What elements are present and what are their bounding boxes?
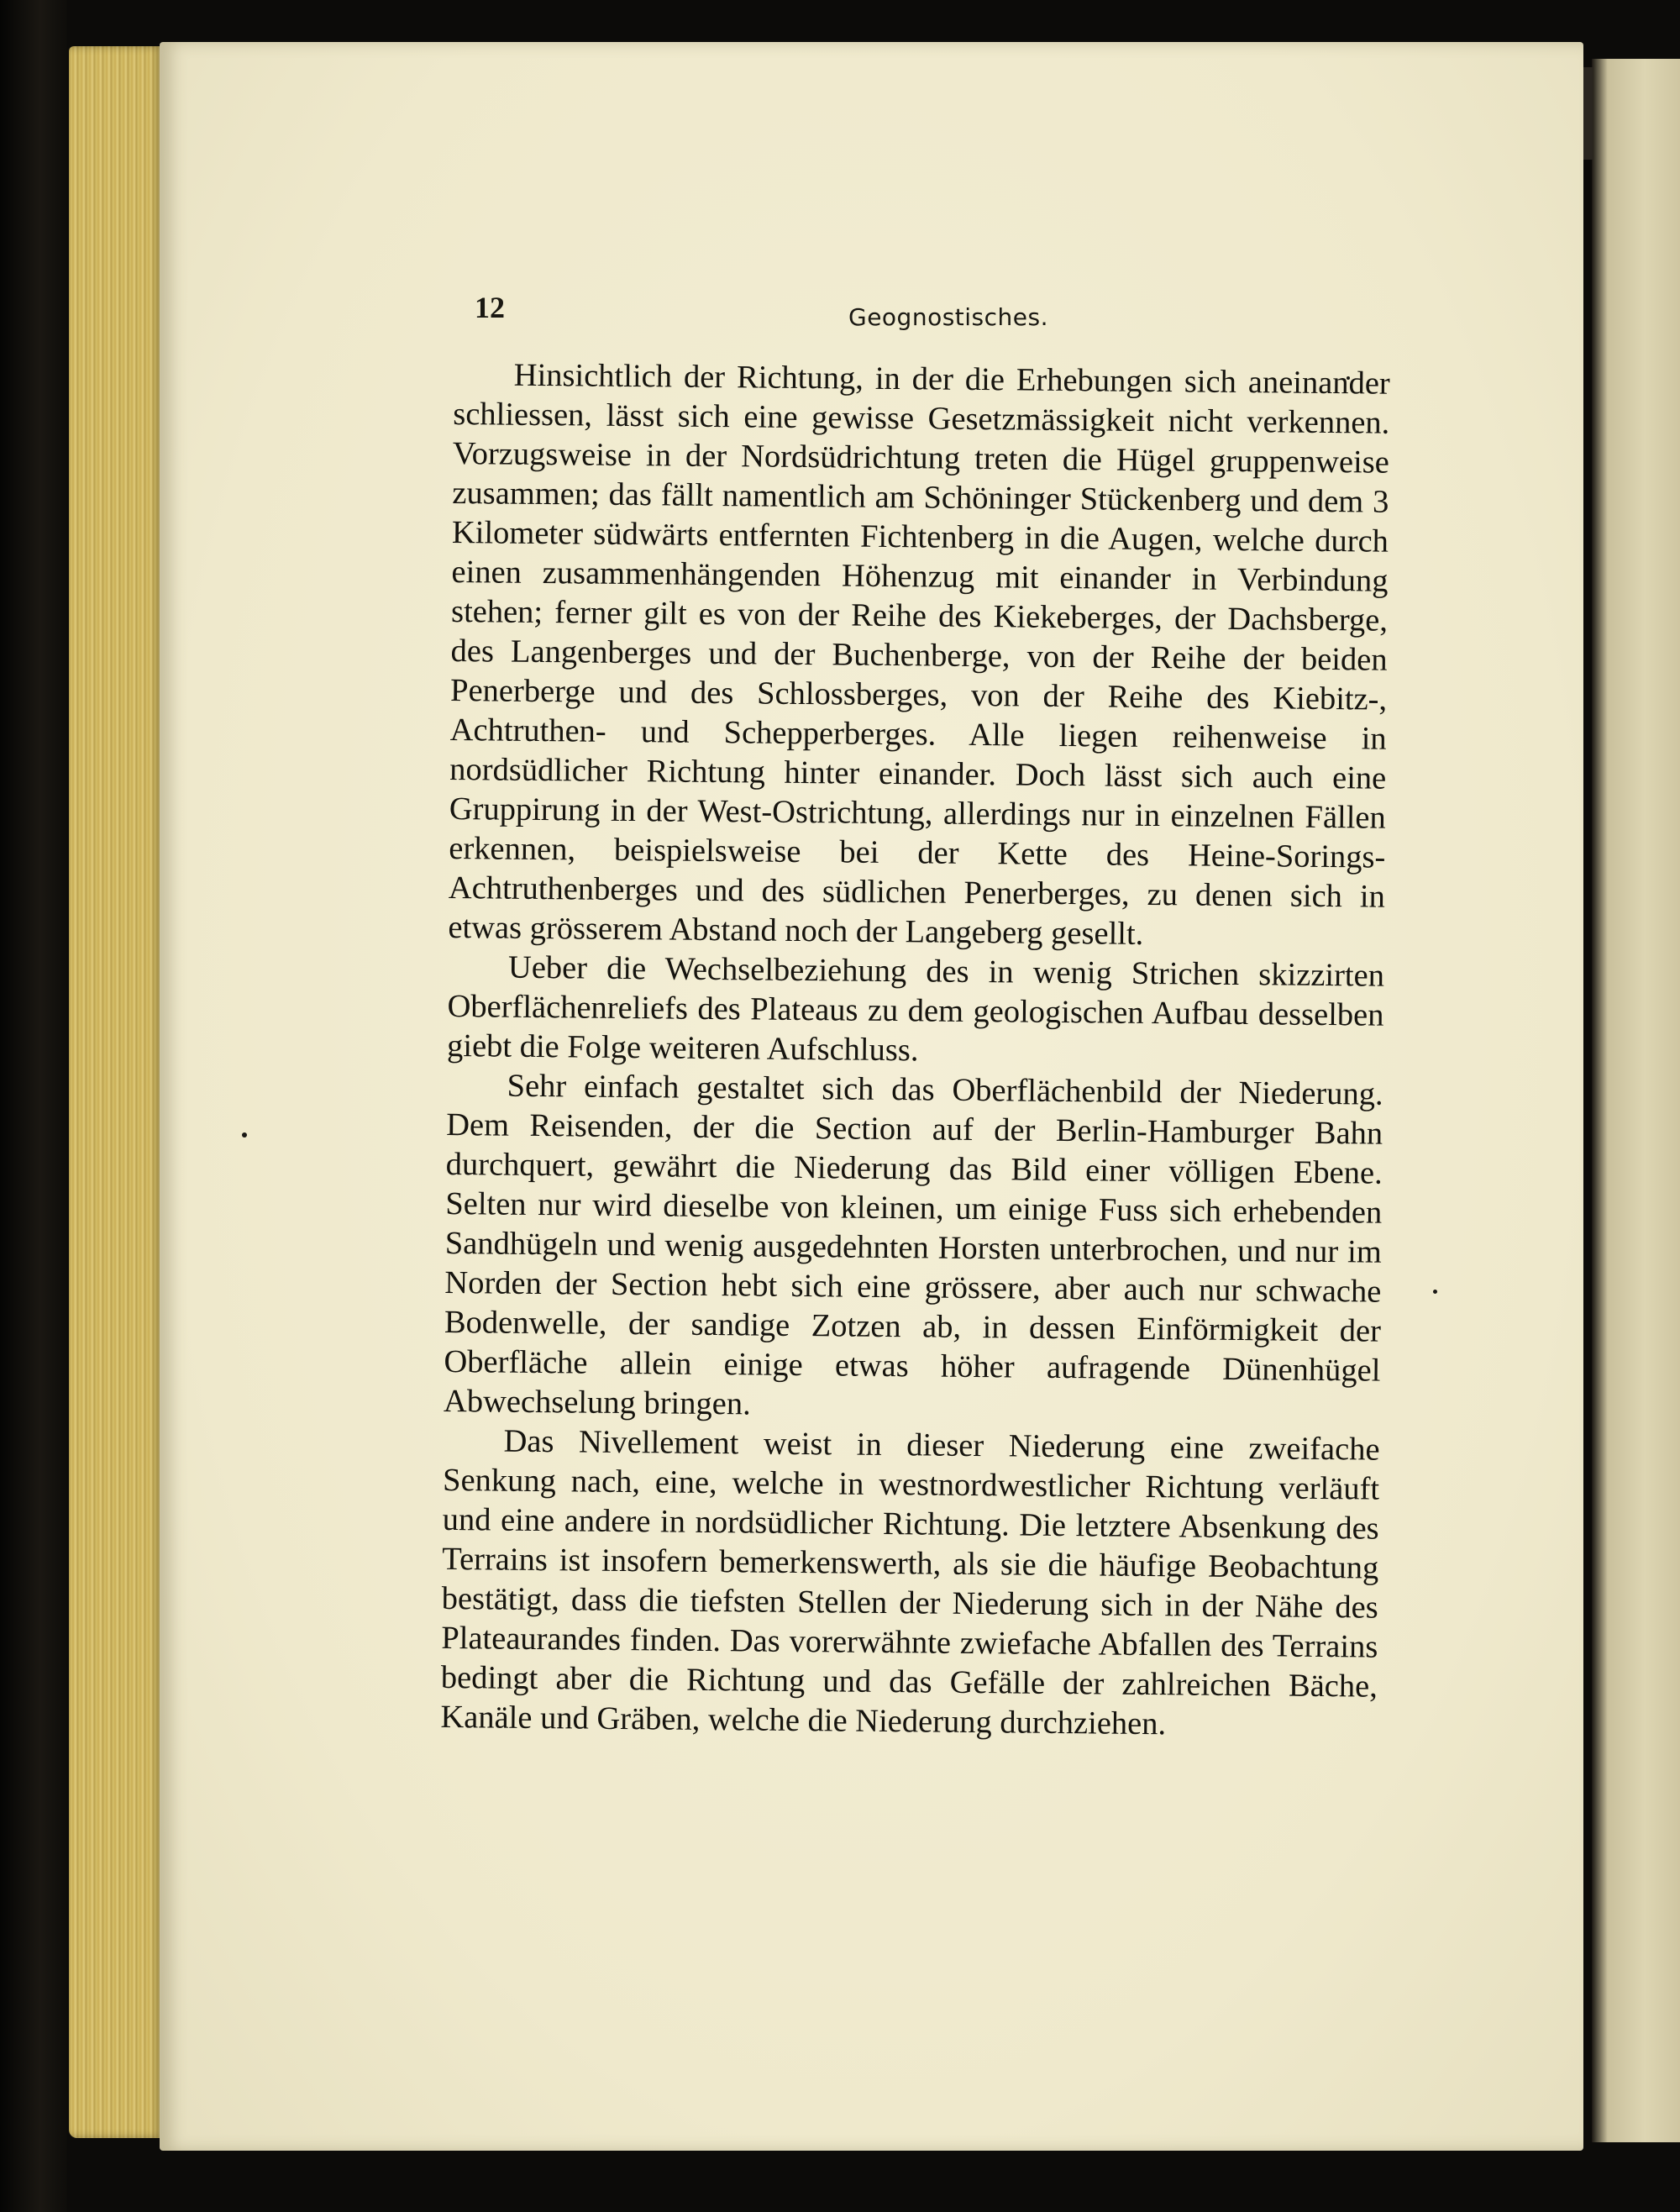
facing-page-edge [1592, 59, 1680, 2142]
page-header [475, 290, 1399, 340]
page-number: 12 [475, 291, 505, 324]
paragraph: Ueber die Wechselbeziehung des in wenig Strichen skizzirten Oberflächenreliefs des Plateaus zu dem geologischen Aufbau desselben giebt die Folge weiteren Aufschluss. [446, 949, 1385, 1069]
book-cover-spine [0, 0, 67, 2212]
page-edges [69, 46, 163, 2138]
paragraph: Sehr einfach gestaltet sich das Oberflächenbild der Niederung. Dem Reisenden, der die Section auf der Berlin-Hamburger Bahn durchquert, gewährt die Niederung das Bild einer völligen Ebene. Selten nur wird dieselbe von kleinen, um einige Fuss sich erhebenden Sandhügeln und wenig ausgedehnten Horsten unterbrochen, und nur im Norden der Section hebt sich eine grössere, aber auch nur schwache Bodenwelle, der sandige Zotzen ab, in dessen Einförmigkeit der Oberfläche allein einige etwas höher aufragende Dünenhügel Abwechselung bringen. [443, 1068, 1383, 1422]
dust-speck [1433, 1290, 1437, 1294]
running-title: Geognostisches. [848, 303, 1048, 331]
paragraph: Das Nivellement weist in dieser Niederung eine zweifache Senkung nach, eine, welche in westnordwestlicher Richtung verläuft und eine andere in nordsüdlicher Richtung. Die letztere Absenkung des Terrains ist insofern bemerkenswerth, als sie die häufige Beobachtung bestätigt, dass die tiefsten Stellen der Niederung sich in der Nähe des Plateaurandes finden. Das vorerwähnte zwiefache Abfallen des Terrains bedingt aber die Richtung und das Gefälle der zahlreichen Bäche, Kanäle und Gräben, welche die Niederung durchziehen. [440, 1423, 1380, 1742]
dust-speck [242, 1132, 247, 1138]
paragraph: Hinsichtlich der Richtung, in der die Erhebungen sich aneinander schliessen, lässt sich eine gewisse Gesetzmässigkeit nicht verkennen. Vorzugsweise in der Nordsüdrichtung treten die Hügel gruppenweise zusammen; das fällt namentlich am Schöninger Stückenberg und dem 3 Kilometer südwärts entfernten Fichtenberg in die Augen, welche durch einen zusammenhängenden Höhenzug mit einander in Verbindung stehen; ferner gilt es von der Reihe des Kiekeberges, der Dachsberge, des Langenberges und der Buchenberge, von der Reihe der beiden Penerberge und des Schlossberges, von der Reihe des Kiebitz-, Achtruthen- und Schepperberges. Alle liegen reihenweise in nordsüdlicher Richtung hinter einander. Doch lässt sich auch eine Gruppirung in der West-Ostrichtung, allerdings nur in einzelnen Fällen erkennen, beispielsweise bei der Kette des Heine-Sorings-Achtruthenberges und des südlichen Penerberges, zu denen sich in etwas grösserem Abstand noch der Langeberg gesellt. [448, 357, 1390, 952]
body-text [440, 355, 1390, 1747]
